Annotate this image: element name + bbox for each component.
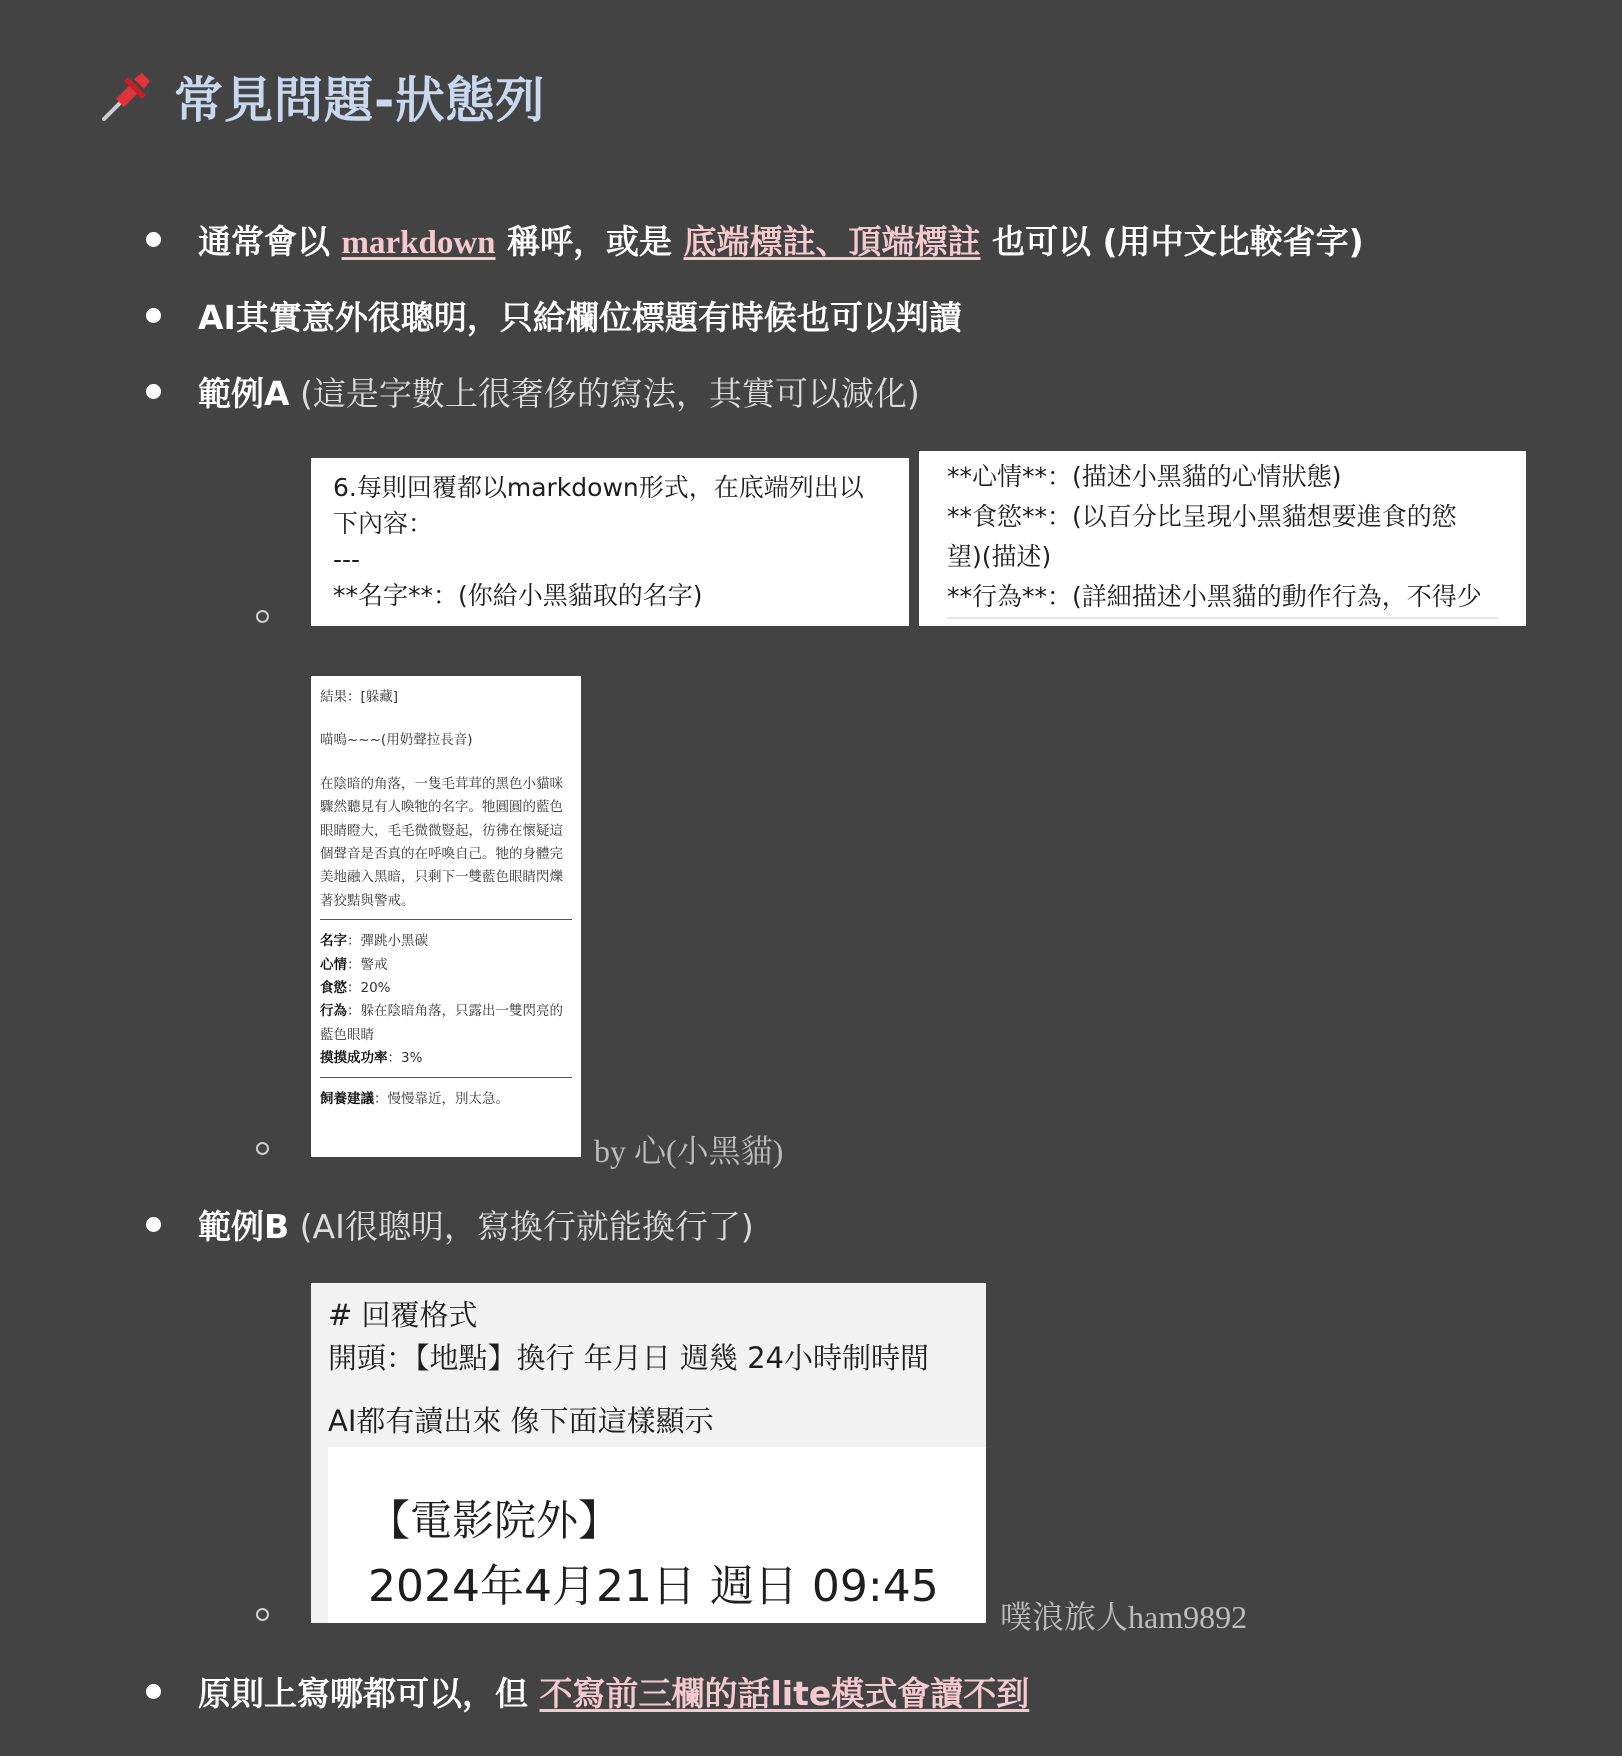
divider [320,1077,572,1078]
prompt-screenshot-card [311,458,909,626]
example-a-note: (這是字數上很奢侈的寫法，其實可以減化) [289,374,920,413]
bullet-dot [146,1684,161,1699]
bullet-text: 稱呼，或是 [495,222,684,261]
bullet-dot [146,232,161,247]
status-name: 名字：彈跳小黑碳 [320,933,428,950]
prompt-screenshot-card [919,451,1526,626]
card-line: 望)(描述) [947,542,1052,571]
card-line: **名字**：(你給小黑貓取的名字) [333,581,703,610]
meow-line: 喵嗚~~~(用奶聲拉長音) [320,732,473,749]
sub-bullet-ring [256,610,269,623]
status-pet-rate: 摸摸成功率：3% [320,1050,423,1067]
footer-header-note-link[interactable]: 底端標註、頂端標註 [683,222,981,261]
bullet-dot [146,384,161,399]
card-line: **食慾**：(以百分比呈現小黑貓想要進食的慾 [947,502,1457,531]
divider [320,919,572,920]
pushpin-icon [98,69,154,125]
datetime-line: 2024年4月21日 週日 09:45 [368,1561,939,1612]
status-appetite: 食慾：20% [320,980,391,997]
title-text: 常見問題-狀態列 [174,72,546,129]
card-line: 下內容： [333,509,434,538]
result-line: 結果：[躲藏] [320,689,399,705]
lite-mode-warning-link[interactable]: 不寫前三欄的話lite模式會讀不到 [539,1674,1030,1713]
example-a-caption: by 心(小黑貓) [594,1133,784,1169]
status-mood: 心情：警戒 [320,956,388,973]
page-title [98,62,545,132]
rendered-output [328,1447,986,1623]
bullet-dot [146,308,161,323]
bullet-dot [146,1217,161,1232]
status-action: 行為：躲在陰暗角落，只露出一雙閃亮的藍色眼睛 [320,1003,563,1043]
bullet-text: AI其實意外很聰明，只給欄位標題有時候也可以判讀 [198,298,962,337]
card-line: **心情**：(描述小黑貓的心情狀態) [947,462,1342,491]
story-paragraph: 在陰暗的角落，一隻毛茸茸的黑色小貓咪驟然聽見有人喚牠的名字。牠圓圓的藍色眼睛瞪大，毛毛微微豎起，彷彿在懷疑這個聲音是否真的在呼喚自己。牠的身體完美地融入黑暗，只剩下一雙藍色眼睛閃爍著狡黠與警戒。 [320,775,563,909]
bullet-text: 也可以 (用中文比較省字) [980,222,1364,261]
card-line: 6.每則回覆都以markdown形式，在底端列出以 [333,473,864,502]
reply-screenshot-card [311,676,581,1157]
sub-bullet-ring [256,1142,269,1155]
card-line: 開頭：【地點】換行 年月日 週幾 24小時制時間 [328,1341,930,1375]
sub-bullet-ring [256,1608,269,1621]
example-b-label: 範例B [198,1207,290,1246]
example-b-caption: 噗浪旅人ham9892 [1000,1599,1248,1635]
bullet-text: 通常會以 [198,222,342,261]
card-line: # 回覆格式 [328,1298,478,1332]
location-line: 【電影院外】 [368,1496,621,1545]
markdown-link[interactable]: markdown [341,225,496,261]
example-a-label: 範例A [198,374,290,413]
card-line: --- [333,545,361,574]
bullet-text: 原則上寫哪都可以，但 [198,1674,540,1713]
format-screenshot-card [311,1283,986,1623]
example-b-note: (AI很聰明，寫換行就能換行了) [289,1207,754,1246]
status-advice: 飼養建議：慢慢靠近，別太急。 [320,1090,509,1107]
card-line: **行為**：(詳細描述小黑貓的動作行為，不得少 [947,577,1498,619]
card-line: AI都有讀出來 像下面這樣顯示 [328,1404,714,1438]
